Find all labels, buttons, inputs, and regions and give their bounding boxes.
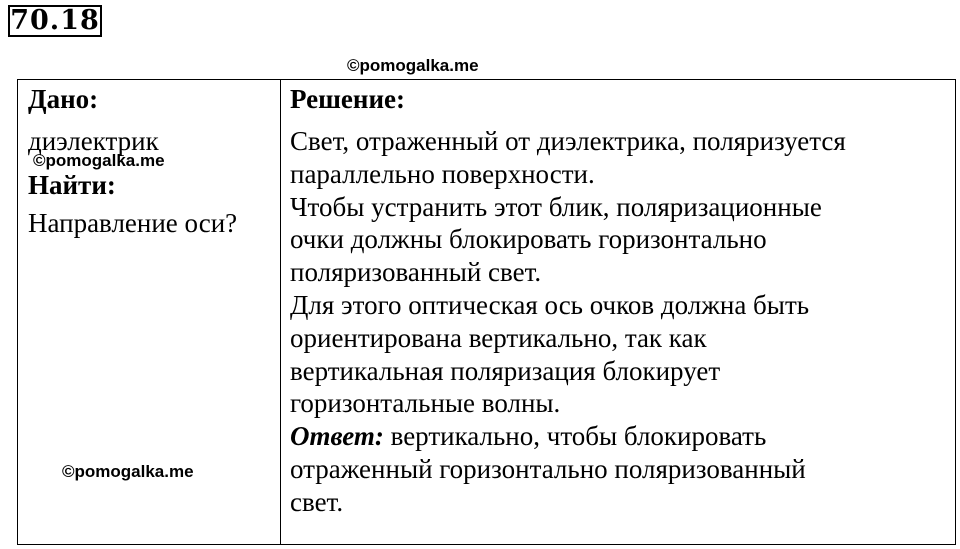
watermark-bottom: ©pomogalka.me xyxy=(62,462,194,481)
solution-line: Для этого оптическая ось очков должна быть xyxy=(290,289,810,320)
watermark-top: ©pomogalka.me xyxy=(347,56,479,75)
solution-line: Свет, отраженный от диэлектрика, поляризуется xyxy=(290,126,846,156)
answer-label: Ответ: xyxy=(290,421,384,452)
answer-text: вертикально, чтобы блокировать xyxy=(383,421,767,452)
solution-heading: Решение: xyxy=(290,84,405,114)
given-value: диэлектрик xyxy=(28,126,159,156)
solution-line: поляризованный свет. xyxy=(290,257,542,288)
answer-line: отраженный горизонтально поляризованный xyxy=(290,453,806,484)
solution-line: параллельно поверхности. xyxy=(290,158,595,189)
find-value: Направление оси? xyxy=(28,208,238,238)
given-heading: Дано: xyxy=(28,84,99,114)
solution-line: вертикальная поляризация блокирует xyxy=(290,355,721,386)
answer-line: свет. xyxy=(290,486,344,517)
solution-body xyxy=(290,125,950,519)
solution-line: горизонтальные волны. xyxy=(290,388,561,419)
solution-line: Чтобы устранить этот блик, поляризационные xyxy=(290,191,822,222)
column-divider xyxy=(280,80,281,544)
find-heading: Найти: xyxy=(28,170,116,200)
solution-line: ориентирована вертикально, так как xyxy=(290,322,707,353)
solution-line: очки должны блокировать горизонтально xyxy=(290,224,767,255)
answer-line xyxy=(290,420,950,453)
problem-number: 70.18 xyxy=(8,5,102,37)
watermark-given: ©pomogalka.me xyxy=(33,151,165,170)
